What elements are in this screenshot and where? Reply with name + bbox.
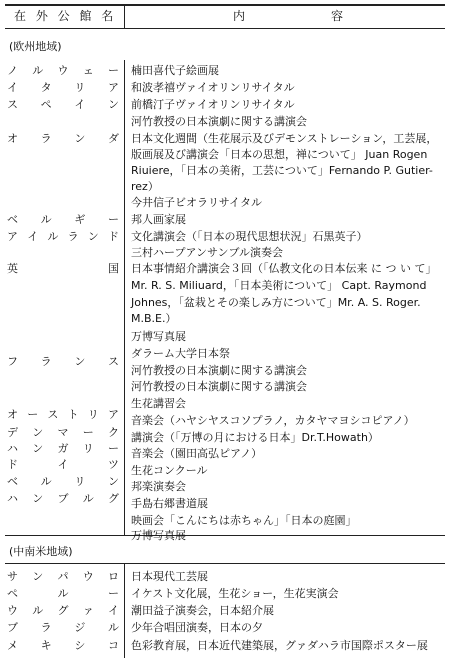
content-line: M.B.E.） [131, 312, 177, 325]
content-line: Riuiere，「日本の美術，工芸について」Fernando P. Gutier- [131, 164, 433, 177]
mission-name: フ ラ ン ス [7, 355, 119, 368]
content-line: 映画会「こんにちは赤ちゃん」「日本の庭園」 [131, 514, 357, 527]
content-line: Johnes，「盆栽とその楽しみ方について」Mr. A. S. Roger. [131, 296, 421, 309]
content-line: 今井信子ビオラリサイタル [131, 196, 263, 209]
content-line: 前橋汀子ヴァイオリンリサイタル [131, 98, 295, 111]
mission-name: オ ラ ン ダ [7, 132, 119, 145]
mission-name: ド イ ツ [7, 458, 119, 471]
content-line: 日本文化週間（生花展示及びデモンストレーション，工芸展， [131, 132, 438, 145]
latin-column-divider [124, 563, 125, 658]
mission-name: イ タ リ ア [7, 81, 119, 94]
mission-name: ア イ ル ラ ン ド [7, 230, 119, 243]
content-line: 邦人画家展 [131, 213, 186, 226]
mission-name: デ ン マ ー ク [7, 426, 119, 439]
mission-name: オ ー ス ト リ ア [7, 408, 119, 421]
content-line: 楠田喜代子絵画展 [131, 64, 219, 77]
content-line: 邦楽演奏会 [131, 480, 186, 493]
content-line: Mr. R. S. Miliuard，「日本美術について」 Capt. Raymond [131, 279, 427, 292]
content-line: 音楽会（園田高弘ピアノ） [131, 447, 263, 460]
region-europe-heading: (欧州地域) [9, 40, 62, 53]
content-line: 色彩教育展，日本近代建築展，グァダハラ市国際ポスター展 [131, 639, 428, 652]
content-line: 生花コンクール [131, 464, 208, 477]
content-line: 講演会（「万博の月における日本」Dr.T.Howath） [131, 431, 379, 444]
content-line: 河竹教授の日本演劇に関する講演会 [131, 380, 307, 393]
latin-header-rule [5, 563, 445, 564]
mission-name: ベ ル リ ン [7, 475, 119, 488]
mission-name: サ ン パ ウ ロ [7, 570, 119, 583]
content-line: 生花講習会 [131, 397, 186, 410]
mission-name: ベ ル ギ ー [7, 213, 119, 226]
content-line: 日本現代工芸展 [131, 570, 208, 583]
header-column-divider [124, 4, 125, 28]
mission-name: ス ペ イ ン [7, 98, 119, 111]
content-line: 日本事情紹介講演会３回（「仏教文化の日本伝来 に つ い て」 [131, 262, 437, 275]
mission-name: ハ ン ブ ル グ [7, 492, 119, 505]
header-bottom-rule [5, 28, 445, 29]
content-line: rez） [131, 180, 159, 193]
region-separator-rule [5, 535, 445, 536]
content-line: 万博写真展 [131, 529, 186, 542]
header-contents-char-1: 内 [233, 9, 249, 23]
content-line: 三村ハープアンサンブル演奏会 [131, 246, 284, 259]
content-line: 版画展及び講演会「日本の思想，禅について」 Juan Rogen [131, 148, 428, 161]
table-top-rule [5, 4, 445, 6]
content-line: イケスト文化展，生花ショー，生花実演会 [131, 587, 339, 600]
mission-name: ペ ル ー [7, 587, 119, 600]
mission-name: メ キ シ コ [7, 639, 119, 652]
header-contents-char-2: 容 [331, 9, 347, 23]
mission-name: ノ ル ウ ェ ー [7, 64, 119, 77]
content-line: 河竹教授の日本演劇に関する講演会 [131, 364, 307, 377]
content-line: 和波孝禧ヴァイオリンリサイタル [131, 81, 295, 94]
content-line: 手島右郷書道展 [131, 497, 208, 510]
content-line: ダラーム大学日本祭 [131, 347, 230, 360]
content-line: 音楽会（ハヤシヤスコソプラノ，カタヤマヨシコピアノ） [131, 414, 415, 427]
mission-name: ハ ン ガ リ ー [7, 442, 119, 455]
mission-name: ウ ル グ ァ イ [7, 604, 119, 617]
content-line: 少年合唱団演奏，日本の夕 [131, 621, 263, 634]
content-line: 文化講演会（「日本の現代思想状況」石黒英子） [131, 230, 368, 243]
header-mission-name: 在 外 公 館 名 [14, 9, 117, 23]
content-line: 潮田益子演奏会，日本紹介展 [131, 604, 274, 617]
europe-column-divider [124, 60, 125, 535]
content-line: 河竹教授の日本演劇に関する講演会 [131, 115, 307, 128]
mission-name: 英 国 [7, 262, 119, 275]
mission-name: ブ ラ ジ ル [7, 621, 119, 634]
region-latin-america-heading: (中南米地域) [9, 545, 73, 558]
content-line: 万博写真展 [131, 330, 186, 343]
